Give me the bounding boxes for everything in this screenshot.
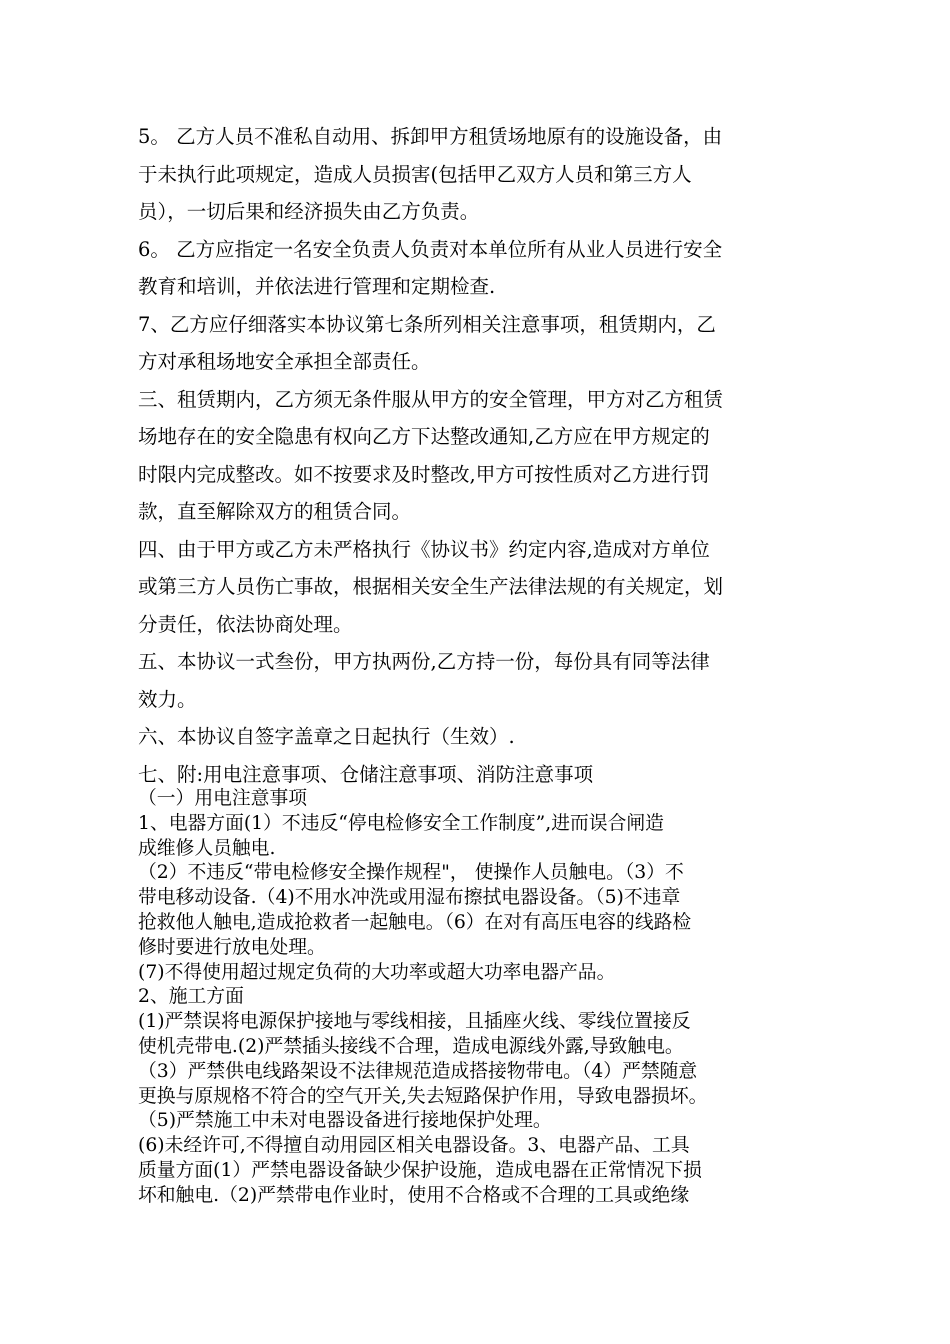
text-line: 1、电器方面(1）不违反“停电检修安全工作制度”,进而误合闸造 xyxy=(138,812,664,834)
text-line: 抢救他人触电,造成抢救者一起触电。（6）在对有高压电容的线路检 xyxy=(138,911,692,933)
text-line: 三、租赁期内，乙方须无条件服从甲方的安全管理，甲方对乙方租赁 xyxy=(138,387,724,411)
text-line: 坏和触电.（2)严禁带电作业时，使用不合格或不合理的工具或绝缘 xyxy=(138,1184,690,1206)
text-line: 效力。 xyxy=(138,687,197,711)
subsection-heading: 2、施工方面 xyxy=(138,986,244,1008)
text-line: 修时要进行放电处理。 xyxy=(138,936,326,958)
text-line: 方对承租场地安全承担全部责任。 xyxy=(138,350,431,373)
text-line: (7)不得使用超过规定负荷的大功率或超大功率电器产品。 xyxy=(138,961,616,983)
text-line: 使机壳带电.(2)严禁插头接线不合理，造成电源线外露,导致触电。 xyxy=(138,1035,684,1057)
text-line: 员），一切后果和经济损失由乙方负责。 xyxy=(138,200,480,223)
text-line: 6。 乙方应指定一名安全负责人负责对本单位所有从业人员进行安全 xyxy=(138,237,723,261)
agreement-clauses xyxy=(138,118,818,793)
text-line: 或第三方人员伤亡事故，根据相关安全生产法律法规的有关规定，划 xyxy=(138,575,724,598)
section-heading: （一）用电注意事项 xyxy=(138,788,308,809)
text-line: 分责任，依法协商处理。 xyxy=(138,612,353,636)
text-line: （3）严禁供电线路架设不法律规范造成搭接物带电。（4）严禁随意 xyxy=(138,1060,698,1082)
text-line: 于未执行此项规定，造成人员损害(包括甲乙双方人员和第三方人 xyxy=(138,162,692,186)
text-line: 5。 乙方人员不准私自动用、拆卸甲方租赁场地原有的设施设备，由 xyxy=(138,125,723,148)
text-line: 成维修人员触电. xyxy=(138,837,276,859)
text-line: (1)严禁误将电源保护接地与零线相接，且插座火线、零线位置接反 xyxy=(138,1011,691,1033)
text-line: 款，直至解除双方的租赁合同。 xyxy=(138,500,412,523)
text-line: (6)未经许可,不得擅自动用园区相关电器设备。3、电器产品、工具 xyxy=(138,1135,690,1157)
text-line: 场地存在的安全隐患有权向乙方下达整改通知,乙方应在甲方规定的 xyxy=(138,425,710,448)
text-line: 六、本协议自签字盖章之日起执行（生效）. xyxy=(138,725,515,748)
text-line: 时限内完成整改。如不按要求及时整改,甲方可按性质对乙方进行罚 xyxy=(138,462,710,486)
text-line: 7、乙方应仔细落实本协议第七条所列相关注意事项，租赁期内，乙 xyxy=(138,312,716,336)
text-line: （5)严禁施工中未对电器设备进行接地保护处理。 xyxy=(138,1110,552,1132)
text-line: 质量方面(1）严禁电器设备缺少保护设施，造成电器在正常情况下损 xyxy=(138,1159,702,1181)
text-line: 教育和培训，并依法进行管理和定期检查. xyxy=(138,275,496,298)
text-line: 带电移动设备.（4)不用水冲洗或用湿布擦拭电器设备。（5)不违章 xyxy=(138,887,681,909)
text-line: 七、附:用电注意事项、仓储注意事项、消防注意事项 xyxy=(138,762,594,786)
text-line: （2）不违反“带电检修安全操作规程"， 使操作人员触电。（3）不 xyxy=(138,862,684,884)
text-line: 四、由于甲方或乙方未严格执行《协议书》约定内容,造成对方单位 xyxy=(138,537,710,561)
text-line: 更换与原规格不符合的空气开关,失去短路保护作用，导致电器损坏。 xyxy=(138,1085,708,1107)
text-line: 五、本协议一式叁份，甲方执两份,乙方持一份，每份具有同等法律 xyxy=(138,650,710,673)
electrical-safety-notes xyxy=(138,787,828,1209)
